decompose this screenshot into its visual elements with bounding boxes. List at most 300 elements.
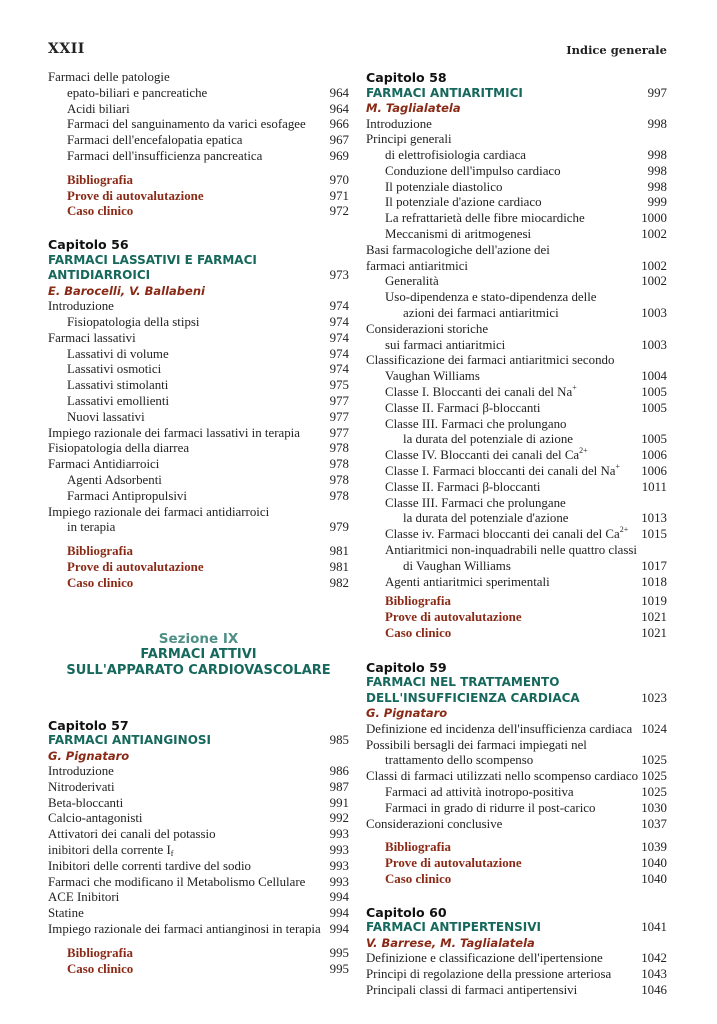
page-number: 966 — [329, 117, 349, 132]
toc-entry — [366, 338, 667, 354]
entry-title — [67, 489, 323, 505]
entry-title — [48, 764, 323, 780]
superscript: 2+ — [579, 446, 588, 456]
page-number: 993 — [329, 858, 349, 873]
bibliography-list — [366, 840, 667, 887]
page-number: 1046 — [641, 982, 667, 997]
superscript: + — [572, 383, 577, 393]
entry-title — [385, 148, 641, 164]
entry-title — [67, 544, 323, 560]
toc-entry — [48, 875, 349, 891]
page-number: 973 — [329, 268, 349, 283]
page-number: 998 — [647, 116, 667, 131]
toc-entry — [366, 306, 667, 322]
entry-title — [385, 840, 641, 856]
entry-text: Classe II. Farmaci β-bloccanti — [385, 400, 541, 415]
entry-text: La refrattarietà delle fibre miocardiche — [385, 211, 585, 226]
entry-title — [366, 722, 641, 738]
toc-entry — [366, 117, 667, 133]
entry-title — [67, 189, 323, 205]
entry-text: Calcio-antagonisti — [48, 811, 143, 826]
entry-text: epato-biliari e pancreatiche — [67, 85, 208, 100]
bibliography-entry — [48, 962, 349, 978]
entry-title — [48, 827, 323, 843]
entry-text: Farmaci delle patologie — [48, 70, 170, 84]
entry-title — [385, 211, 641, 227]
entry-title — [385, 575, 641, 591]
entry-text: Prove di autovalutazione — [67, 188, 204, 203]
entry-title — [67, 173, 323, 189]
page-number: 993 — [329, 827, 349, 842]
entry-title — [48, 796, 323, 812]
section-title: SULL'APPARATO CARDIOVASCOLARE — [66, 662, 331, 678]
entry-text: Caso clinico — [385, 626, 452, 640]
page-number: 971 — [329, 188, 349, 203]
page-number: 1040 — [641, 871, 667, 886]
entry-title — [385, 180, 641, 196]
entry-text: Agenti antiaritmici sperimentali — [385, 574, 550, 589]
entry-title — [366, 983, 641, 999]
page-number: 994 — [329, 906, 349, 921]
toc-entry — [366, 722, 667, 738]
page-number: 1005 — [641, 385, 667, 400]
page-number: 1021 — [641, 610, 667, 625]
entry-text: Il potenziale d'azione cardiaco — [385, 195, 542, 210]
entry-text: Caso clinico — [67, 204, 134, 219]
entry-title — [385, 496, 641, 512]
page-number: 970 — [329, 172, 349, 187]
toc-entry — [366, 417, 667, 433]
toc-entry — [366, 951, 667, 967]
page-number: 981 — [329, 544, 349, 559]
entry-text: Classe iv. Farmaci bloccanti dei canali del Ca — [385, 527, 620, 542]
chapter-authors: G. Pignataro — [366, 706, 448, 721]
toc-entry — [366, 290, 667, 306]
entry-title — [385, 610, 641, 626]
entry-title — [67, 102, 323, 118]
toc-entry — [366, 195, 667, 211]
page-number: 987 — [329, 779, 349, 794]
entry-text: Conduzione dell'impulso cardiaco — [385, 163, 561, 178]
page-number: 972 — [329, 204, 349, 219]
bibliography-entry — [48, 189, 349, 205]
toc-entry — [366, 480, 667, 496]
entry-title — [67, 378, 323, 394]
page-number: 978 — [329, 441, 349, 456]
entry-text: di elettrofisiologia cardiaca — [385, 148, 527, 163]
page-number: 998 — [647, 163, 667, 178]
toc-entry — [48, 410, 349, 426]
entry-text: Principi di regolazione della pressione arteriosa — [366, 967, 612, 982]
page-number: 974 — [329, 362, 349, 377]
entry-text: Bibliografia — [67, 172, 133, 187]
bibliography-list — [48, 946, 349, 978]
entry-title — [385, 448, 641, 464]
chapter-label: Capitolo 58 — [366, 70, 447, 85]
entry-text: Lassativi emollienti — [67, 393, 170, 408]
page-number: 1006 — [641, 464, 667, 479]
entry-title — [366, 243, 641, 259]
entry-title — [366, 738, 641, 754]
entry-text: Considerazioni storiche — [366, 321, 489, 336]
page-number: 1019 — [641, 594, 667, 609]
bibliography-entry — [366, 872, 667, 888]
entry-text: Classe I. Farmaci bloccanti dei canali del Na — [385, 464, 616, 479]
page-number: 967 — [329, 133, 349, 148]
entry-title — [48, 922, 323, 938]
entry-title — [385, 856, 641, 872]
bibliography-entry — [48, 946, 349, 962]
bibliography-entry — [48, 173, 349, 189]
entry-text: Uso-dipendenza e stato-dipendenza delle — [385, 290, 597, 305]
page-number: 997 — [647, 85, 667, 100]
entry-text: Caso clinico — [67, 961, 134, 976]
page-number: 985 — [329, 733, 349, 748]
bibliography-entry — [366, 610, 667, 626]
toc-entry — [48, 331, 349, 347]
entry-text: Agenti Adsorbenti — [67, 472, 162, 487]
page-number: 992 — [329, 811, 349, 826]
entry-title — [67, 133, 323, 149]
page-number: 1006 — [641, 448, 667, 463]
entry-text: Considerazioni conclusive — [366, 816, 503, 831]
entry-text: Classi di farmaci utilizzati nello scompenso cardiaco — [366, 769, 639, 784]
page-number: 1037 — [641, 816, 667, 831]
entry-title — [48, 426, 323, 442]
toc-entry — [366, 132, 667, 148]
toc-entry — [366, 243, 667, 259]
entry-text: Classe IV. Bloccanti dei canali del Ca — [385, 448, 580, 463]
page-number: 994 — [329, 921, 349, 936]
entry-text: Principi generali — [366, 132, 452, 147]
toc-entry — [48, 441, 349, 457]
toc-entry — [48, 378, 349, 394]
entry-title — [48, 441, 323, 457]
entry-text: Nuovi lassativi — [67, 409, 145, 424]
toc-entry — [48, 859, 349, 875]
toc-entry — [48, 70, 349, 86]
page-number: 1025 — [641, 769, 667, 784]
entry-title — [403, 306, 641, 322]
page-number: 1005 — [641, 432, 667, 447]
page-number: 982 — [329, 575, 349, 590]
entry-title — [366, 117, 641, 133]
entry-text: Antiaritmici non-inquadrabili nelle quattro classi — [385, 543, 638, 558]
superscript: 2+ — [619, 525, 629, 535]
bibliography-entry — [48, 560, 349, 576]
entry-text: Statine — [48, 906, 84, 921]
toc-entry — [48, 764, 349, 780]
entry-text: Vaughan Williams — [385, 369, 480, 384]
entry-title — [403, 559, 641, 575]
toc-entry — [48, 394, 349, 410]
bibliography-entry — [366, 594, 667, 610]
toc-entry-list — [48, 764, 349, 938]
entry-title — [366, 132, 641, 148]
entry-title — [48, 70, 323, 86]
toc-entry — [366, 322, 667, 338]
entry-title — [67, 347, 323, 363]
toc-entry — [366, 983, 667, 999]
toc-entry-list — [366, 117, 667, 591]
toc-entry — [48, 102, 349, 118]
entry-title — [385, 626, 641, 642]
entry-title — [67, 315, 323, 331]
page-number: 1024 — [641, 721, 667, 736]
toc-entry — [48, 890, 349, 906]
entry-title — [366, 322, 641, 338]
entry-text: Prove di autovalutazione — [67, 559, 204, 574]
entry-title — [67, 86, 323, 102]
chapter-title: FARMACI NEL TRATTAMENTO — [366, 675, 560, 690]
page-number: 993 — [329, 874, 349, 889]
toc-entry-list — [366, 722, 667, 833]
page-number: 1039 — [641, 840, 667, 855]
page-number: 1018 — [641, 574, 667, 589]
entry-text: sui farmaci antiaritmici — [385, 337, 506, 352]
toc-entry-list — [48, 299, 349, 536]
toc-entry — [48, 843, 349, 859]
entry-text: Il potenziale diastolico — [385, 179, 503, 194]
entry-title — [67, 149, 323, 165]
entry-title — [385, 464, 641, 480]
entry-title — [48, 331, 323, 347]
page-number: 1040 — [641, 856, 667, 871]
page-number: 1025 — [641, 753, 667, 768]
chapter-authors: V. Barrese, M. Taglialatela — [366, 935, 535, 950]
page-number: 1030 — [641, 800, 667, 815]
entry-text: inibitori della corrente I — [48, 843, 171, 857]
entry-text: Bibliografia — [385, 840, 451, 855]
toc-entry — [366, 432, 667, 448]
entry-text: Prove di autovalutazione — [385, 610, 522, 625]
page-number: 1041 — [641, 920, 667, 935]
entry-text: Classe II. Farmaci β-bloccanti — [385, 479, 541, 494]
entry-text: Lassativi di volume — [67, 346, 169, 361]
page-number: 998 — [647, 148, 667, 163]
entry-title — [67, 117, 323, 133]
entry-title — [385, 417, 641, 433]
page-number: 974 — [329, 314, 349, 329]
toc-entry — [366, 801, 667, 817]
page-number: 974 — [329, 330, 349, 345]
bibliography-list — [366, 594, 667, 641]
bibliography-list — [48, 173, 349, 220]
superscript: + — [615, 462, 621, 472]
entry-text: Farmaci che modificano il Metabolismo Cellulare — [48, 874, 306, 889]
section-heading — [48, 631, 349, 679]
page-number: 981 — [329, 559, 349, 574]
entry-title — [385, 385, 641, 401]
entry-title — [48, 906, 323, 922]
entry-text: Impiego razionale dei farmaci antidiarroici — [48, 504, 270, 519]
bibliography-entry — [48, 576, 349, 592]
page-number: 975 — [329, 378, 349, 393]
chapter-title: FARMACI ANTIPERTENSIVI — [366, 920, 541, 935]
chapter-title: FARMACI LASSATIVI E FARMACI — [48, 252, 257, 267]
chapter-59 — [366, 660, 667, 888]
entry-title — [48, 811, 323, 827]
section-title: FARMACI ATTIVI — [140, 646, 257, 662]
bibliography-entry — [366, 856, 667, 872]
toc-entry — [48, 780, 349, 796]
entry-text: azioni dei farmaci antiaritmici — [403, 306, 559, 321]
section-number: Sezione IX — [158, 630, 239, 647]
toc-entry — [366, 769, 667, 785]
toc-entry — [366, 259, 667, 275]
entry-text: Farmaci dell'encefalopatia epatica — [67, 133, 243, 148]
entry-title — [385, 527, 641, 543]
page-number: 964 — [329, 85, 349, 100]
entry-text: trattamento dello scompenso — [385, 753, 534, 768]
chapter-60 — [366, 905, 667, 999]
chapter-title: DELL'INSUFFICIENZA CARDIACA — [366, 690, 580, 705]
entry-text: Definizione ed incidenza dell'insufficienza cardiaca — [366, 721, 633, 736]
page-number: 978 — [329, 488, 349, 503]
entry-text: la durata del potenziale di azione — [403, 432, 574, 447]
entry-text: Bibliografia — [67, 544, 133, 559]
entry-text: Classe I. Bloccanti dei canali del Na — [385, 385, 573, 400]
entry-text: la durata del potenziale d'azione — [403, 511, 569, 526]
entry-title — [385, 164, 641, 180]
page-number: 979 — [329, 520, 349, 535]
page-number: 986 — [329, 764, 349, 779]
page-number: 1023 — [641, 690, 667, 705]
entry-text: Farmaci lassativi — [48, 330, 136, 345]
chapter-title: FARMACI ANTIARITMICI — [366, 85, 523, 100]
entry-text: di Vaughan Williams — [403, 558, 511, 573]
entry-text: Classe III. Farmaci che prolungane — [385, 495, 566, 510]
toc-entry — [48, 86, 349, 102]
entry-title — [48, 457, 323, 473]
toc-entry — [366, 274, 667, 290]
chapter-title: ANTIDIARROICI — [48, 268, 151, 283]
page-number: 995 — [329, 961, 349, 976]
toc-entry — [48, 473, 349, 489]
chapter-label: Capitolo 59 — [366, 659, 447, 675]
page-number: 1002 — [641, 227, 667, 242]
entry-title — [67, 473, 323, 489]
page-number: 991 — [329, 795, 349, 810]
entry-text: Introduzione — [366, 116, 432, 131]
entry-title — [366, 967, 641, 983]
entry-text: Farmaci Antidiarroici — [48, 457, 160, 472]
entry-title — [48, 780, 323, 796]
page-number: 1017 — [641, 558, 667, 573]
entry-text: Impiego razionale dei farmaci antianginosi in terapia — [48, 921, 321, 936]
entry-title — [385, 480, 641, 496]
toc-entry — [366, 385, 667, 401]
page-number: 1011 — [641, 479, 667, 494]
entry-title — [385, 753, 641, 769]
toc-entry — [366, 369, 667, 385]
bibliography-entry — [366, 626, 667, 642]
toc-entry — [48, 796, 349, 812]
page-number: 998 — [647, 179, 667, 194]
toc-continued-list — [48, 70, 349, 165]
chapter-label: Capitolo 57 — [48, 717, 129, 733]
toc-entry — [366, 148, 667, 164]
toc-entry — [48, 362, 349, 378]
toc-entry — [48, 811, 349, 827]
chapter-authors: M. Taglialatela — [366, 101, 461, 115]
bibliography-entry — [366, 840, 667, 856]
page-number: 1002 — [641, 258, 667, 273]
entry-title — [366, 951, 641, 967]
entry-text: Farmaci Antipropulsivi — [67, 488, 187, 503]
page-number: 1003 — [641, 306, 667, 321]
toc-entry — [366, 164, 667, 180]
entry-title — [366, 769, 641, 785]
entry-title — [403, 511, 641, 527]
page-number: 969 — [329, 148, 349, 163]
toc-entry — [48, 426, 349, 442]
entry-title — [385, 195, 641, 211]
toc-entry — [366, 353, 667, 369]
page-number: 964 — [329, 101, 349, 116]
chapter-56 — [48, 237, 349, 591]
entry-text: Meccanismi di aritmogenesi — [385, 227, 532, 242]
entry-title — [366, 259, 641, 275]
toc-entry — [366, 448, 667, 464]
page-number: 994 — [329, 890, 349, 905]
page-number: 999 — [647, 195, 667, 210]
page-number: 974 — [329, 299, 349, 314]
page-number: 978 — [329, 472, 349, 487]
page-number: 977 — [329, 393, 349, 408]
toc-entry — [366, 753, 667, 769]
toc-entry — [48, 315, 349, 331]
page-number: 977 — [329, 425, 349, 440]
toc-entry — [366, 738, 667, 754]
entry-title — [403, 432, 641, 448]
entry-title — [67, 204, 323, 220]
toc-entry — [366, 543, 667, 559]
entry-title — [67, 394, 323, 410]
page-number: 1002 — [641, 274, 667, 289]
entry-text: Bibliografia — [385, 594, 451, 609]
entry-text: Fisiopatologia della stipsi — [67, 314, 200, 329]
entry-title — [67, 576, 323, 592]
toc-entry — [366, 575, 667, 591]
entry-text: Beta-bloccanti — [48, 795, 124, 810]
toc-entry — [48, 906, 349, 922]
entry-title — [48, 890, 323, 906]
page-number: 993 — [329, 843, 349, 857]
bibliography-entry — [48, 544, 349, 560]
toc-entry — [366, 817, 667, 833]
entry-text: Bibliografia — [67, 945, 133, 960]
entry-title — [385, 785, 641, 801]
entry-title — [48, 859, 323, 875]
toc-entry — [366, 401, 667, 417]
entry-title — [366, 353, 641, 369]
toc-entry — [48, 149, 349, 165]
entry-text: Caso clinico — [67, 575, 134, 590]
entry-title — [67, 520, 323, 536]
entry-title — [385, 369, 641, 385]
toc-left-column — [48, 70, 349, 977]
page-number: 1003 — [641, 337, 667, 352]
entry-text: Introduzione — [48, 764, 114, 779]
entry-title — [385, 543, 641, 559]
entry-title — [366, 817, 641, 833]
page-number: 995 — [329, 945, 349, 960]
entry-text: farmaci antiaritmici — [366, 258, 468, 273]
toc-entry — [48, 457, 349, 473]
page-number: 1021 — [641, 626, 667, 640]
entry-title — [67, 410, 323, 426]
